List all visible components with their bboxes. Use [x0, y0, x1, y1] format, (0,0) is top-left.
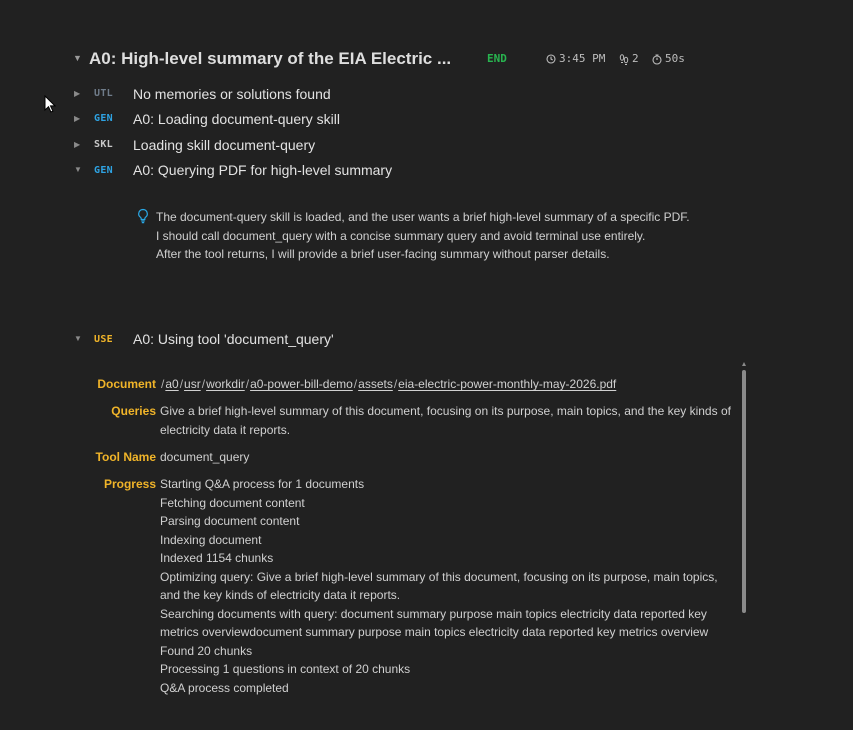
log-row-text[interactable]: Loading skill document-query	[133, 137, 316, 153]
progress-line: Processing 1 questions in context of 20 chunks	[160, 662, 411, 676]
path-segment-link[interactable]: a0-power-bill-demo	[250, 377, 353, 391]
scroll-up-arrow-icon[interactable]	[742, 362, 746, 366]
path-separator: /	[161, 377, 165, 391]
duration-meta	[652, 52, 685, 66]
expand-caret-icon[interactable]: ▶	[74, 114, 81, 123]
timer-icon	[652, 54, 662, 65]
progress-line: Parsing document content	[160, 514, 300, 528]
queries-value: Give a brief high-level summary of this document, focusing on its purpose, main topics, and the key kinds of electricity data it reports.	[160, 404, 731, 437]
expand-caret-icon[interactable]: ▶	[74, 140, 81, 149]
path-separator: /	[245, 377, 250, 391]
time-value: 3:45 PM	[559, 52, 606, 65]
collapse-caret-icon[interactable]: ▼	[74, 334, 82, 343]
scrollbar-thumb[interactable]	[742, 370, 746, 613]
path-segment-link[interactable]: eia-electric-power-monthly-may-2026.pdf	[398, 377, 617, 391]
document-path	[160, 375, 736, 394]
mouse-pointer-icon	[44, 95, 56, 113]
progress-line: Found 20 chunks	[160, 643, 253, 658]
clock-icon	[546, 54, 556, 64]
path-segment-link[interactable]: assets	[358, 377, 393, 391]
path-segment-link[interactable]: usr	[184, 377, 201, 391]
row-tag-utl: UTL	[94, 88, 113, 99]
thought-line: After the tool returns, I will provide a brief user-facing summary without parser details.	[156, 247, 610, 261]
progress-log	[160, 475, 736, 697]
path-separator: /	[353, 377, 358, 391]
progress-line: Optimizing query: Give a brief high-level summary of this document, focusing on its purpose, main topics, and the key kinds of electricity data it reports.	[160, 569, 718, 602]
row-tag-use: USE	[94, 334, 113, 345]
tool-name-value: document_query	[160, 450, 250, 464]
progress-line: Indexed 1154 chunks	[160, 551, 274, 565]
progress-line: Searching documents with query: document summary purpose main topics electricity data reported key metrics overviewdocument summary purpose main topics electricity data reported key metrics overview	[160, 606, 709, 639]
path-segment-link[interactable]: a0	[165, 377, 179, 391]
log-row-text[interactable]: No memories or solutions found	[133, 86, 331, 102]
lightbulb-icon	[136, 208, 150, 224]
progress-line: Starting Q&A process for 1 documents	[160, 477, 365, 491]
path-segment-link[interactable]: workdir	[206, 377, 245, 391]
tool-name-label: Tool Name	[95, 450, 156, 464]
log-row-text[interactable]: A0: Using tool 'document_query'	[133, 331, 334, 347]
log-row-text[interactable]: A0: Querying PDF for high-level summary	[133, 162, 393, 178]
row-tag-skl: SKL	[94, 139, 113, 150]
progress-line: Fetching document content	[160, 495, 305, 510]
thought-line: The document-query skill is loaded, and the user wants a brief high-level summary of a specific PDF.	[156, 210, 690, 224]
thought-line: I should call document_query with a concise summary query and avoid terminal use entirely.	[156, 228, 646, 243]
path-separator: /	[393, 377, 398, 391]
row-tag-gen: GEN	[94, 165, 113, 176]
collapse-caret-icon[interactable]: ▼	[74, 165, 82, 174]
path-separator: /	[201, 377, 206, 391]
collapse-caret-icon[interactable]: ▼	[73, 53, 82, 63]
log-row-text[interactable]: A0: Loading document-query skill	[133, 111, 341, 127]
expand-caret-icon[interactable]: ▶	[74, 89, 81, 98]
queries-label: Queries	[111, 404, 156, 418]
progress-line: Indexing document	[160, 532, 262, 547]
progress-label: Progress	[103, 477, 156, 491]
thought-text	[156, 208, 690, 264]
row-tag-gen: GEN	[94, 113, 113, 124]
steps-meta	[619, 52, 639, 66]
steps-value: 2	[632, 52, 639, 65]
footprints-icon	[619, 54, 629, 65]
time-meta	[546, 52, 605, 66]
progress-line: Q&A process completed	[160, 680, 289, 695]
document-label: Document	[97, 377, 156, 391]
duration-value: 50s	[665, 52, 685, 65]
task-title[interactable]: A0: High-level summary of the EIA Electric ...	[89, 49, 452, 68]
status-badge: END	[487, 52, 507, 65]
path-separator: /	[179, 377, 184, 391]
